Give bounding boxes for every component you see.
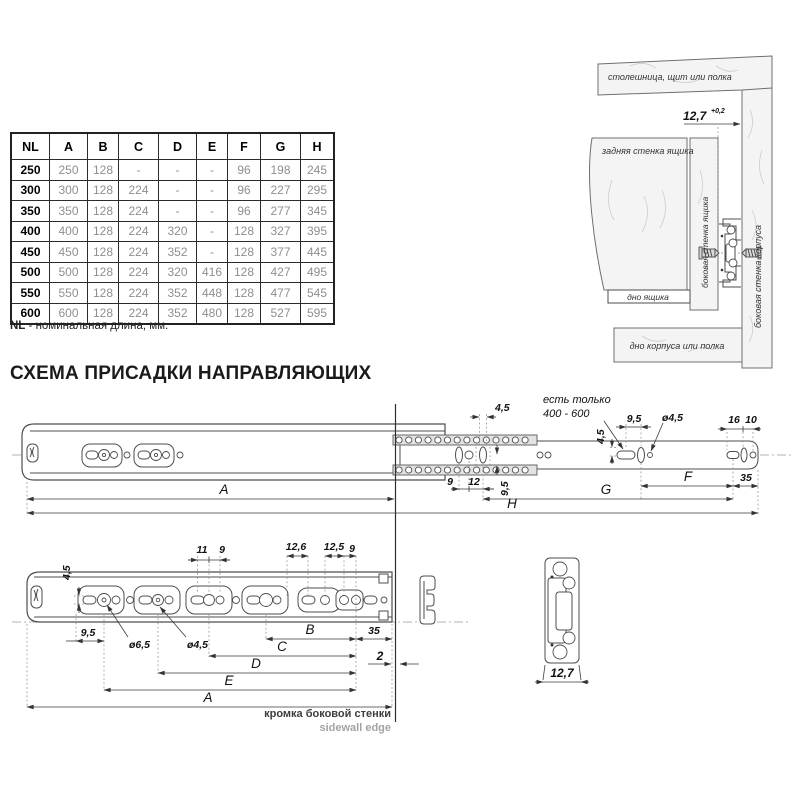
value-cell: -	[197, 242, 228, 263]
row-nl-cell: 300	[11, 180, 50, 201]
dim-label-95-bottom: 9,5	[80, 627, 96, 639]
value-cell: 477	[261, 283, 301, 304]
bearing-ball	[727, 272, 735, 280]
dim-label-profile-width: 12,7	[550, 666, 574, 680]
dim-label-C: C	[277, 639, 287, 654]
dim-label-A-bottom: A	[203, 690, 213, 705]
value-cell: 550	[50, 283, 88, 304]
value-cell: 224	[119, 201, 159, 222]
value-cell: 128	[88, 180, 119, 201]
value-cell: 128	[228, 283, 261, 304]
mounting-slot-group	[134, 444, 174, 467]
value-cell: 224	[119, 283, 159, 304]
dim-label-9a: 9	[219, 544, 225, 556]
label-top-panel: столешница, щит или полка	[608, 72, 732, 82]
value-cell: 377	[261, 242, 301, 263]
value-cell: 445	[301, 242, 335, 263]
value-cell: 527	[261, 303, 301, 324]
column-header: F	[228, 133, 261, 160]
value-cell: -	[197, 160, 228, 181]
value-cell: 277	[261, 201, 301, 222]
value-cell: -	[159, 160, 197, 181]
dim-label-F: F	[683, 469, 693, 484]
profile-cross-section	[535, 558, 589, 682]
value-cell: 395	[301, 221, 335, 242]
footnote-text: - номинальная длина, мм.	[25, 320, 169, 332]
page-title: СХЕМА ПРИСАДКИ НАПРАВЛЯЮЩИХ	[10, 363, 372, 384]
rear-bracket-profile	[420, 576, 435, 624]
value-cell: 224	[119, 303, 159, 324]
mounting-slot-group	[82, 444, 122, 467]
mounting-slot-group	[134, 586, 180, 614]
value-cell: 96	[228, 180, 261, 201]
dim-label-125: 12,5	[323, 541, 345, 553]
dim-label-126: 12,6	[285, 541, 307, 553]
value-cell: 427	[261, 262, 301, 283]
value-cell: 480	[197, 303, 228, 324]
value-cell: 448	[197, 283, 228, 304]
row-nl-cell: 550	[11, 283, 50, 304]
installation-diagram	[590, 56, 772, 368]
value-cell: 327	[261, 221, 301, 242]
label-sidewall-edge-en: sidewall edge	[319, 722, 391, 734]
slide-extended-view	[12, 394, 792, 516]
dim-label-G: G	[600, 482, 612, 497]
value-cell: 128	[228, 242, 261, 263]
row-nl-cell: 350	[11, 201, 50, 222]
dim-label-dia65: ø6,5	[129, 639, 151, 651]
value-cell: 500	[50, 262, 88, 283]
dim-label-dia45: ø4,5	[662, 412, 684, 424]
value-cell: 128	[88, 283, 119, 304]
row-nl-cell: 500	[11, 262, 50, 283]
dim-label-95-vert: 9,5	[499, 481, 511, 496]
value-cell: 450	[50, 242, 88, 263]
dim-label-35-mid: 35	[740, 472, 752, 484]
bearing-ball	[729, 259, 737, 267]
value-cell: 320	[159, 262, 197, 283]
value-cell: -	[159, 180, 197, 201]
dim-label-45-vert: 4,5	[595, 429, 607, 444]
value-cell: 128	[88, 262, 119, 283]
value-cell: 416	[197, 262, 228, 283]
dim-label-B: B	[305, 622, 315, 637]
dim-label-D: D	[251, 656, 261, 671]
value-cell: -	[197, 221, 228, 242]
value-cell: 320	[159, 221, 197, 242]
value-cell: 250	[50, 160, 88, 181]
dim-label-11: 11	[196, 544, 208, 556]
column-header: E	[197, 133, 228, 160]
column-header: B	[88, 133, 119, 160]
value-cell: 400	[50, 221, 88, 242]
value-cell: -	[119, 160, 159, 181]
dim-label-2: 2	[376, 649, 384, 663]
value-cell: 595	[301, 303, 335, 324]
value-cell: 96	[228, 160, 261, 181]
label-cabinet-side: боковая стенка корпуса	[753, 224, 763, 328]
value-cell: 350	[50, 201, 88, 222]
value-cell: 128	[88, 303, 119, 324]
column-header: A	[50, 133, 88, 160]
label-cabinet-bottom: дно корпуса или полка	[629, 341, 725, 351]
value-cell: 224	[119, 262, 159, 283]
column-header: G	[261, 133, 301, 160]
dim-label-slide-width: 12,7	[683, 109, 707, 123]
label-drawer-bottom: дно ящика	[627, 292, 669, 302]
dim-label-35-bottom: 35	[368, 625, 380, 637]
mounting-slot-group	[242, 586, 288, 614]
dim-label-12: 12	[468, 476, 480, 488]
dim-label-45-vert-bottom: 4,5	[61, 565, 73, 580]
value-cell: 96	[228, 201, 261, 222]
column-header: D	[159, 133, 197, 160]
value-cell: 128	[88, 221, 119, 242]
value-cell: 224	[119, 180, 159, 201]
value-cell: 198	[261, 160, 301, 181]
value-cell: 352	[159, 283, 197, 304]
value-cell: 545	[301, 283, 335, 304]
bearing-ball	[727, 226, 735, 234]
value-cell: 345	[301, 201, 335, 222]
drawer-back-panel	[590, 138, 687, 290]
column-header: H	[301, 133, 335, 160]
bearing-ball	[729, 239, 737, 247]
value-cell: 495	[301, 262, 335, 283]
row-nl-cell: 450	[11, 242, 50, 263]
row-nl-cell: 600	[11, 303, 50, 324]
label-drawer-side: боковая стенка ящика	[700, 196, 710, 288]
note-exists-only-line2: 400 - 600	[543, 408, 590, 420]
corner-tab	[379, 574, 388, 583]
value-cell: 224	[119, 242, 159, 263]
value-cell: 300	[50, 180, 88, 201]
value-cell: -	[197, 180, 228, 201]
column-header: C	[119, 133, 159, 160]
value-cell: 128	[228, 303, 261, 324]
footnote-abbr: NL	[10, 320, 26, 332]
label-sidewall-edge-ru: кромка боковой стенки	[264, 708, 391, 720]
dim-label-E: E	[224, 673, 234, 688]
value-cell: 128	[88, 242, 119, 263]
corner-tab	[379, 611, 388, 620]
dim-label-16: 16	[728, 414, 740, 426]
dim-label-H: H	[507, 496, 517, 511]
value-cell: 128	[88, 201, 119, 222]
row-nl-cell: 400	[11, 221, 50, 242]
dim-label-9: 9	[447, 476, 453, 488]
value-cell: 227	[261, 180, 301, 201]
row-nl-cell: 250	[11, 160, 50, 181]
value-cell: 128	[228, 221, 261, 242]
value-cell: 352	[159, 242, 197, 263]
dim-label-9b: 9	[349, 543, 355, 555]
dim-label-A-mid: A	[219, 482, 229, 497]
dim-label-95-top: 9,5	[626, 413, 642, 425]
value-cell: -	[197, 201, 228, 222]
value-cell: 128	[88, 160, 119, 181]
value-cell: -	[159, 201, 197, 222]
label-back-wall: задняя стенка ящика	[602, 146, 694, 156]
value-cell: 128	[228, 262, 261, 283]
mounting-slot-group	[78, 586, 124, 614]
value-cell: 600	[50, 303, 88, 324]
dim-label-10: 10	[745, 414, 757, 426]
value-cell: 295	[301, 180, 335, 201]
dim-label-dia45-bottom: ø4,5	[187, 639, 209, 651]
dim-label-slide-width-tolerance: +0,2	[711, 108, 725, 115]
value-cell: 245	[301, 160, 335, 181]
value-cell: 224	[119, 221, 159, 242]
value-cell: 352	[159, 303, 197, 324]
column-header: NL	[11, 133, 50, 160]
note-exists-only-line1: есть только	[543, 394, 611, 406]
dim-label-45-slot: 4,5	[495, 402, 510, 414]
